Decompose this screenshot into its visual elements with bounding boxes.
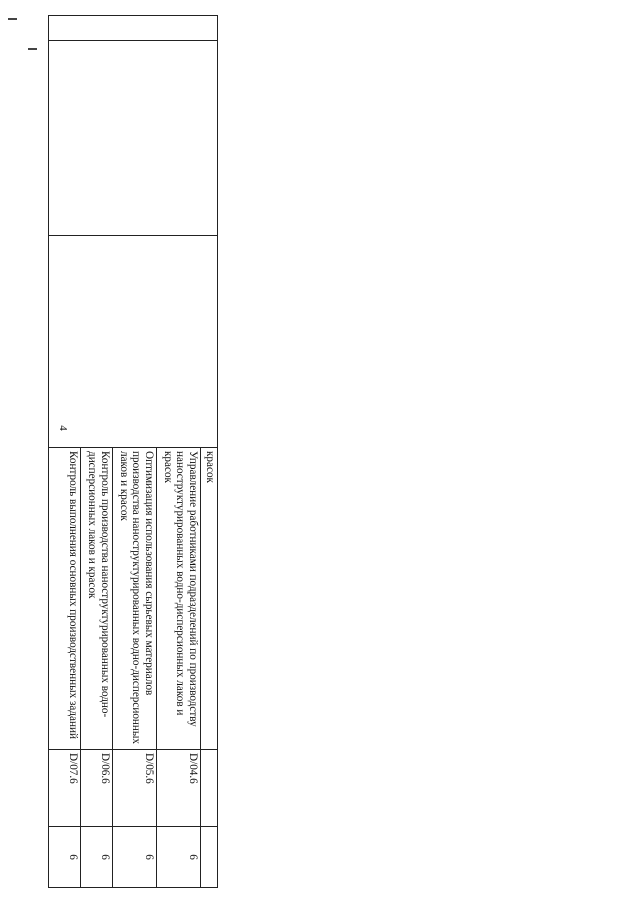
function-cell: Управление работниками подразделений по производству наноструктурированных водно-дисперсионных лаков и красок: [156, 448, 200, 750]
code-cell: D/04.6: [156, 750, 200, 827]
code-cell: D/06.6: [80, 750, 112, 827]
level-cell: 6: [49, 827, 81, 888]
level-cell: 6: [80, 827, 112, 888]
function-cell: Оптимизация использования сырьевых материалов производства наноструктурированных водно-дисперсионных лаков и красок: [112, 448, 156, 750]
code-cell: [200, 750, 217, 827]
table-cell-empty: [49, 41, 218, 236]
code-cell: D/07.6: [49, 750, 81, 827]
function-cell: Контроль производства наноструктурированных водно-дисперсионных лаков и красок: [80, 448, 112, 750]
scan-mark: [28, 48, 37, 50]
scan-mark: [8, 18, 17, 20]
document-table-container: [48, 15, 218, 860]
page-number: 4: [57, 425, 69, 431]
level-cell: 6: [112, 827, 156, 888]
level-cell: 6: [156, 827, 200, 888]
table-row: [200, 16, 217, 888]
table-cell-empty: [49, 16, 218, 41]
table-cell-empty: [49, 236, 218, 448]
function-cell: Контроль выполнения основных производственных заданий: [49, 448, 81, 750]
rotated-table: [48, 15, 218, 860]
functions-table: [48, 15, 218, 888]
level-cell: [200, 827, 217, 888]
function-cell: красок: [200, 448, 217, 750]
code-cell: D/05.6: [112, 750, 156, 827]
